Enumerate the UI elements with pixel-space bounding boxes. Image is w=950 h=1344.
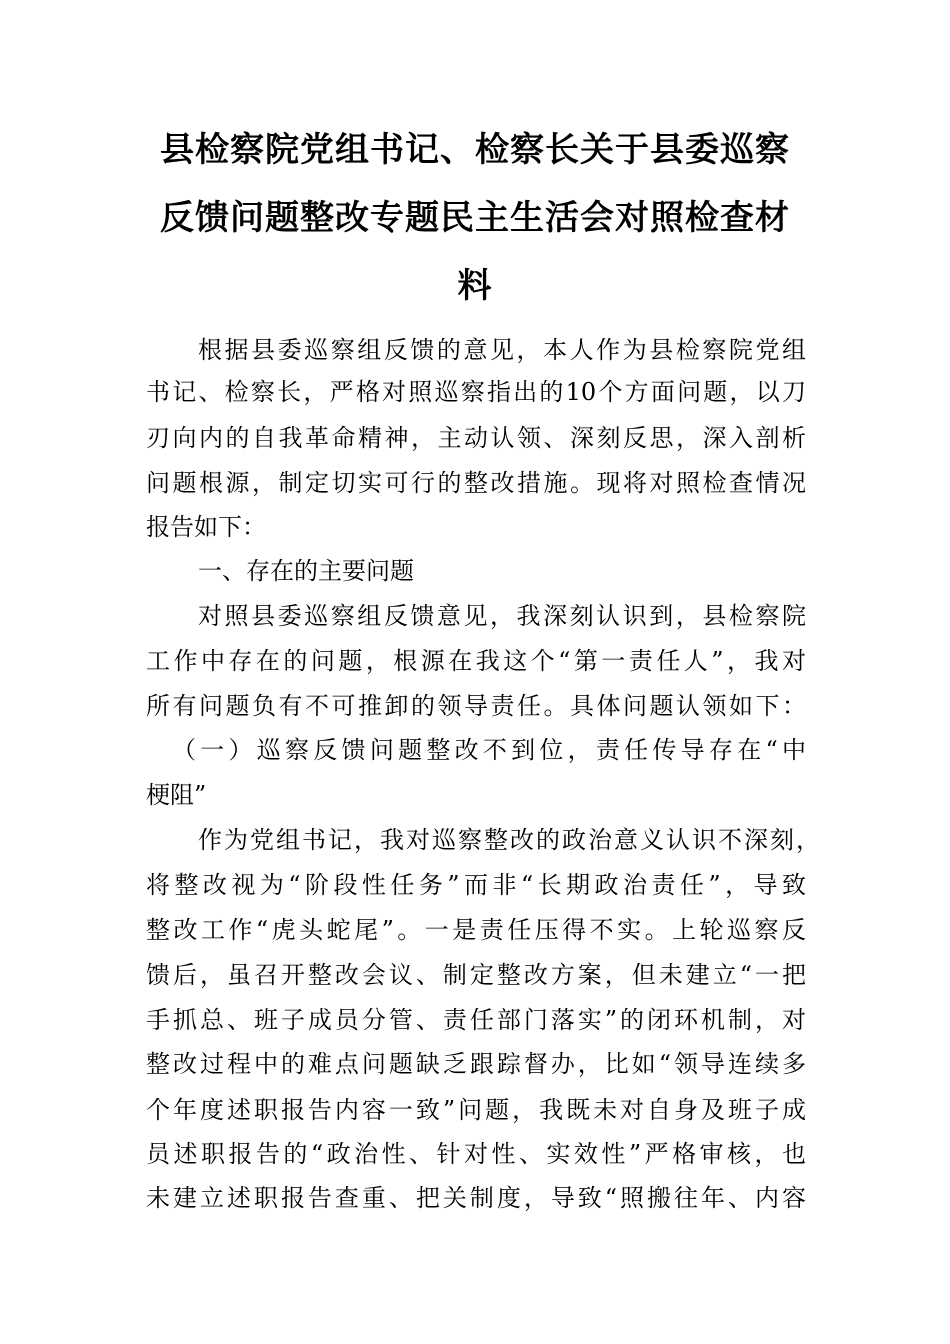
paragraph-line: 整改工作“虎头蛇尾”。一是责任压得不实。上轮巡察反	[146, 916, 806, 944]
paragraph-line: 刃向内的自我革命精神，主动认领、深刻反思，深入剖析	[146, 424, 806, 452]
paragraph-line: 员述职报告的“政治性、针对性、实效性”严格审核，也	[146, 1140, 806, 1168]
paragraph-line: 馈后，虽召开整改会议、制定整改方案，但未建立“一把	[146, 961, 806, 989]
subheading-line: 梗阻”	[146, 781, 207, 809]
paragraph-line: 问题根源，制定切实可行的整改措施。现将对照检查情况	[146, 469, 806, 497]
paragraph-line: 根据县委巡察组反馈的意见，本人作为县检察院党组	[198, 336, 806, 364]
section-heading: 一、存在的主要问题	[198, 557, 414, 585]
paragraph-line: 手抓总、班子成员分管、责任部门落实”的闭环机制，对	[146, 1006, 806, 1034]
document-title-line: 料	[457, 266, 493, 306]
paragraph-line: 书记、检察长，严格对照巡察指出的10个方面问题，以刀	[146, 378, 806, 406]
document-title-line: 反馈问题整改专题民主生活会对照检查材	[160, 198, 790, 238]
subheading-line: （一）巡察反馈问题整改不到位，责任传导存在“中	[172, 736, 806, 764]
paragraph-line: 工作中存在的问题，根源在我这个“第一责任人”，我对	[146, 647, 806, 675]
paragraph-line: 所有问题负有不可推卸的领导责任。具体问题认领如下：	[146, 692, 806, 720]
paragraph-line: 将整改视为“阶段性任务”而非“长期政治责任”，导致	[146, 871, 806, 899]
paragraph-line: 报告如下：	[146, 513, 266, 541]
paragraph-line: 对照县委巡察组反馈意见，我深刻认识到，县检察院	[198, 602, 806, 630]
paragraph-line: 整改过程中的难点问题缺乏跟踪督办，比如“领导连续多	[146, 1050, 806, 1078]
document-title-line: 县检察院党组书记、检察长关于县委巡察	[160, 130, 790, 170]
paragraph-line: 未建立述职报告查重、把关制度，导致“照搬往年、内容	[146, 1184, 806, 1212]
paragraph-line: 个年度述职报告内容一致”问题，我既未对自身及班子成	[146, 1096, 806, 1124]
paragraph-line: 作为党组书记，我对巡察整改的政治意义认识不深刻，	[198, 826, 820, 854]
